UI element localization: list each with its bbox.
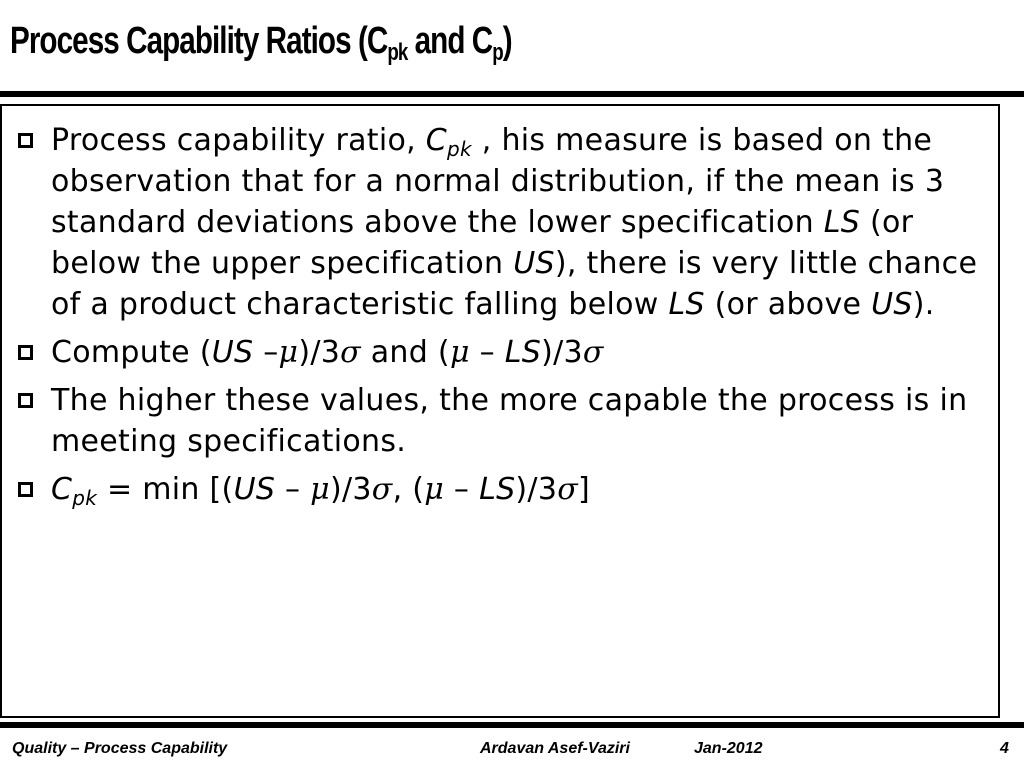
hollow-square-bullet-icon [18, 482, 33, 497]
mu-symbol: μ [424, 472, 445, 507]
subscript-pk: pk [447, 137, 472, 161]
sigma-symbol: σ [582, 335, 604, 370]
bullet-list [16, 120, 996, 517]
sigma-symbol: σ [340, 335, 361, 370]
hollow-square-bullet-icon [18, 345, 33, 360]
footer-author: Ardavan Asef-Vaziri [480, 740, 630, 757]
sigma-symbol: σ [371, 472, 393, 507]
subscript-pk: pk [72, 486, 98, 510]
bullet-item-higher-values: The higher these values, the more capable the process is in meeting specifications. [16, 380, 996, 462]
footer-course-title: Quality – Process Capability [12, 740, 228, 757]
title-divider [0, 91, 1024, 97]
mu-symbol: μ [278, 335, 299, 370]
title-subscript-p: p [492, 39, 503, 66]
sigma-symbol: σ [557, 472, 579, 507]
title-subscript-pk: pk [387, 39, 408, 66]
bullet-item-cpk-formula: $C_{pk} = \min [(US - \mu)/3\sigma$, (μ – LS)/3σ] [16, 469, 996, 510]
bullet-item-cpk-definition: Process capability ratio, $C_{pk}$ , his measure is based on the observation that for a normal distribution, if the mean is 3 standard deviations above the lower specification LS (or below the upper specification US), there is very little chance of a product characteristic falling below LS (or above US). [16, 120, 996, 325]
footer-date: Jan-2012 [694, 740, 763, 757]
bullet-item-compute: Compute (US –μ)/3σ and (μ – LS)/3σ [16, 332, 996, 373]
hollow-square-bullet-icon [18, 133, 33, 148]
hollow-square-bullet-icon [18, 393, 33, 408]
footer-divider [0, 722, 1024, 728]
content-box [0, 104, 1000, 718]
slide-title: Process Capability Ratios ($C_{pk}$ and $C_p$) [10, 20, 512, 66]
footer-page-number: 4 [1000, 740, 1009, 757]
mu-symbol: μ [310, 472, 330, 507]
mu-symbol: μ [449, 335, 470, 370]
